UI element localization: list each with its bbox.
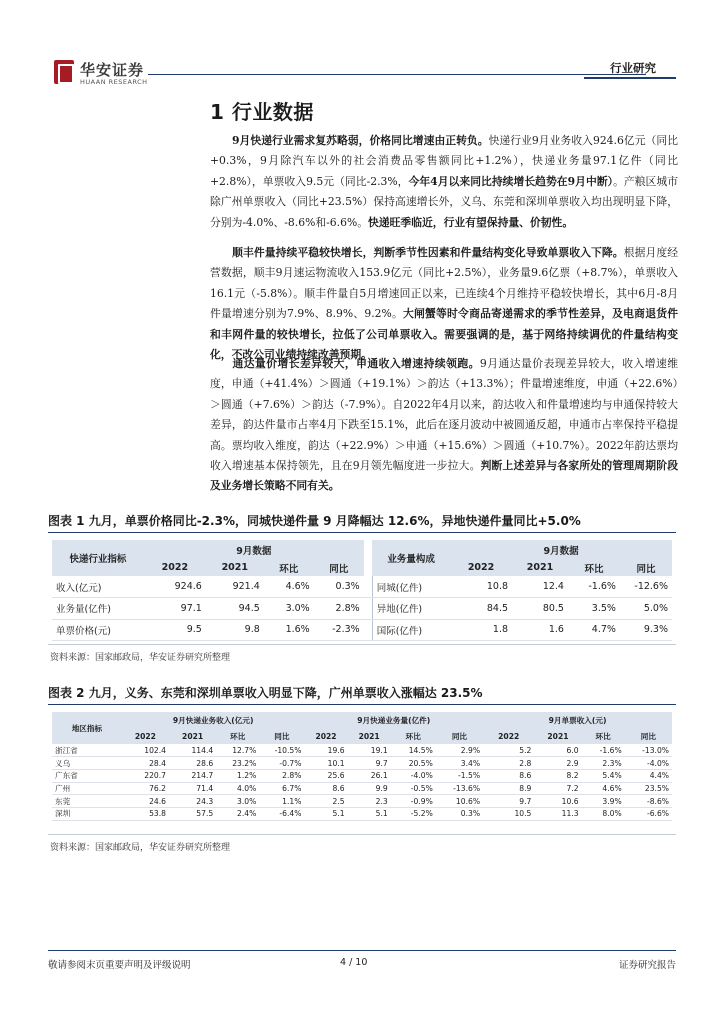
- cell: 921.4: [206, 576, 264, 598]
- cell: 57.5: [169, 807, 216, 820]
- cell: 1.6%: [264, 619, 314, 641]
- table-row: [52, 769, 672, 782]
- cell: 4.6%: [582, 782, 625, 795]
- cell: 2.9: [534, 757, 581, 770]
- cell: 28.4: [122, 757, 169, 770]
- cell: 2.8%: [259, 769, 304, 782]
- cell: 0.3%: [314, 576, 364, 598]
- header-divider: [148, 74, 646, 75]
- figure2-corner-header: 地区指标: [71, 723, 103, 733]
- cell: 9.9: [348, 782, 391, 795]
- cell: 6.7%: [259, 782, 304, 795]
- cell: 5.4%: [582, 769, 625, 782]
- cell: 2.9%: [436, 744, 483, 757]
- row-label: 单票价格(元): [52, 619, 144, 641]
- table-row: [52, 795, 672, 808]
- section-title: 1 行业数据: [210, 100, 314, 124]
- cell: 10.6: [534, 795, 581, 808]
- col-header: 2022: [161, 562, 189, 573]
- cell: 23.5%: [625, 782, 672, 795]
- figure2-source: 资料来源：国家邮政局，华安证券研究所整理: [50, 843, 231, 853]
- p3-highlight-1: 通达量价增长差异较大，申通收入增速持续领跑。: [232, 357, 480, 370]
- row-label: 同城(亿件): [372, 576, 450, 598]
- col-header: 2021: [182, 732, 204, 741]
- cell: 102.4: [122, 744, 169, 757]
- cell: 10.1: [304, 757, 347, 770]
- cell: 53.8: [122, 807, 169, 820]
- figure2-header-row: [52, 712, 672, 729]
- row-label: 国际(亿件): [372, 619, 450, 641]
- figure2-bottom-rule: [48, 834, 676, 835]
- cell: 2.3: [348, 795, 391, 808]
- cell: 8.6: [483, 769, 534, 782]
- cell: 84.5: [450, 598, 512, 620]
- cell: 2.5: [304, 795, 347, 808]
- cell: -1.6%: [582, 744, 625, 757]
- figure2-group-volume: 9月快递业务量(亿件): [357, 716, 431, 725]
- footer-disclaimer: 敬请参阅末页重要声明及评级说明: [48, 960, 191, 971]
- cell: 24.6: [122, 795, 169, 808]
- cell: -8.6%: [625, 795, 672, 808]
- cell: 220.7: [122, 769, 169, 782]
- cell: 12.4: [512, 576, 568, 598]
- cell: 3.0%: [216, 795, 259, 808]
- cell: 10.5: [483, 807, 534, 820]
- cell: 9.8: [206, 619, 264, 641]
- col-header: 环比: [405, 732, 421, 741]
- cell: 924.6: [144, 576, 206, 598]
- cell: 9.7: [483, 795, 534, 808]
- footer-divider: [48, 950, 676, 951]
- cell: 2.4%: [216, 807, 259, 820]
- table-row: [52, 598, 672, 620]
- cell: -13.0%: [625, 744, 672, 757]
- row-label: 广东省: [52, 769, 122, 782]
- cell: 3.9%: [582, 795, 625, 808]
- cell: 3.0%: [264, 598, 314, 620]
- cell: 5.1: [348, 807, 391, 820]
- cell: 23.2%: [216, 757, 259, 770]
- figure1-caption: 图表 1 九月，单票价格同比-2.3%，同城快递件量 9 月降幅达 12.6%，异地快递件量同比+5.0%: [48, 514, 581, 528]
- paragraph-sf-express: [210, 243, 678, 365]
- cell: 9.5: [144, 619, 206, 641]
- col-header: 同比: [636, 563, 656, 575]
- page-header: [48, 58, 676, 92]
- p3-highlight-2: 判断上述差异与各家所处的管理周期阶段及业务增长策略不同有关。: [210, 459, 679, 493]
- cell: 4.4%: [625, 769, 672, 782]
- figure2-group-unit-revenue: 9月单票收入(元): [548, 716, 607, 725]
- cell: 6.0: [534, 744, 581, 757]
- cell: 80.5: [512, 598, 568, 620]
- paragraph-industry-overview: [210, 131, 678, 233]
- report-category: 行业研究: [610, 61, 656, 75]
- cell: 2.8: [483, 757, 534, 770]
- cell: 8.0%: [582, 807, 625, 820]
- figure2-table: [52, 712, 672, 821]
- cell: 11.3: [534, 807, 581, 820]
- cell: 2.3%: [582, 757, 625, 770]
- col-header: 2022: [315, 732, 337, 741]
- logo-text-cn: 华安证券: [80, 61, 145, 79]
- cell: 4.0%: [216, 782, 259, 795]
- figure1-spacer: [364, 540, 373, 576]
- cell: -13.6%: [436, 782, 483, 795]
- cell: -12.6%: [620, 576, 672, 598]
- cell: -4.0%: [625, 757, 672, 770]
- figure2-caption-rule: [48, 704, 676, 705]
- figure1-left-header: 快递行业指标: [69, 554, 127, 565]
- p1-highlight-1: 9月快递行业需求复苏略弱，价格同比增速由正转负。: [232, 134, 489, 147]
- cell: 9.3%: [620, 619, 672, 641]
- col-header: 同比: [329, 563, 349, 575]
- cell: 25.6: [304, 769, 347, 782]
- cell: 4.6%: [264, 576, 314, 598]
- cell: 20.5%: [391, 757, 436, 770]
- cell: -6.4%: [259, 807, 304, 820]
- cell: 4.7%: [568, 619, 620, 641]
- spacer-cell: [364, 576, 373, 598]
- row-label: 深圳: [52, 807, 122, 820]
- cell: 76.2: [122, 782, 169, 795]
- header-tag-underline: [584, 77, 676, 79]
- figure2-caption: 图表 2 九月，义务、东莞和深圳单票收入明显下降，广州单票收入涨幅达 23.5%: [48, 686, 483, 700]
- col-header: 同比: [274, 732, 290, 741]
- cell: 5.0%: [620, 598, 672, 620]
- cell: 3.4%: [436, 757, 483, 770]
- paragraph-tongda: [210, 354, 678, 497]
- cell: 5.2: [483, 744, 534, 757]
- cell: -1.6%: [568, 576, 620, 598]
- col-header: 同比: [451, 732, 468, 741]
- figure1-bottom-rule: [48, 644, 676, 645]
- cell: -10.5%: [259, 744, 304, 757]
- row-label: 义乌: [52, 757, 122, 770]
- row-label: 异地(亿件): [372, 598, 450, 620]
- figure1-table: [52, 540, 672, 641]
- cell: 1.1%: [259, 795, 304, 808]
- cell: 10.8: [450, 576, 512, 598]
- p2-text-1: 根据月度经营数据，顺丰9月速运物流收入153.9亿元（同比+2.5%），业务量9.6亿票（+8.7%），单票收入16.1元（-5.8%）。顺丰件量自5月增速回正以来，已连续4个月维持平稳较快增长，其中6月-8月件量增速分别为7.9%、8.9%、9.2%。: [210, 246, 678, 321]
- table-row: [52, 782, 672, 795]
- p3-text-1: 9月通达量价表现差异较大，收入增速维度，申通（+41.4%）＞圆通（+19.1%）＞韵达（+13.3%）；件量增速维度，申通（+22.6%）＞圆通（+7.6%）＞韵达（-7.9%）。自2022年4月以来，韵达收入和件量增速均与申通保持较大差异，韵达件量市占率4月下跌至15.1%，此后在逐月波动中被圆通反超，申通市占率保持平稳提高。票均收入维度，韵达（+22.9%）＞申通（+15.6%）＞圆通（+10.7%）。2022年韵达票均收入增速基本保持领先，且在9月领先幅度进一步拉大。: [210, 357, 678, 473]
- cell: 94.5: [206, 598, 264, 620]
- figure1-right-header: 业务量构成: [387, 554, 435, 565]
- row-label: 收入(亿元): [52, 576, 144, 598]
- table-row: [52, 757, 672, 770]
- row-label: 业务量(亿件): [52, 598, 144, 620]
- cell: 10.6%: [436, 795, 483, 808]
- row-label: 浙江省: [52, 744, 122, 757]
- p1-highlight-3: 快递旺季临近，行业有望保持量、价韧性。: [368, 215, 574, 229]
- table-row: [52, 576, 672, 598]
- col-header: 环比: [230, 732, 246, 741]
- p2-highlight-1: 顺丰件量持续平稳较快增长，判断季节性因素和件量结构变化导致单票收入下降。: [232, 246, 624, 259]
- cell: 28.6: [169, 757, 216, 770]
- figure1-left-group: 9月数据: [236, 545, 272, 557]
- cell: -0.7%: [259, 757, 304, 770]
- cell: 8.9: [483, 782, 534, 795]
- cell: -1.5%: [436, 769, 483, 782]
- table-row: [52, 619, 672, 641]
- cell: 8.6: [304, 782, 347, 795]
- figure1-source: 资料来源：国家邮政局，华安证券研究所整理: [50, 653, 231, 663]
- cell: 71.4: [169, 782, 216, 795]
- figure1-header-row: [52, 540, 672, 559]
- table-row: [52, 807, 672, 820]
- cell: 26.1: [348, 769, 391, 782]
- p1-highlight-2: 今年4月以来同比持续增长趋势在9月中断）: [408, 174, 614, 188]
- cell: 7.2: [534, 782, 581, 795]
- logo-text-en: HUAAN RESEARCH: [80, 78, 148, 86]
- p1-text-2: 。产粮区城市除广州单票收入（同比+23.5%）保持高速增长外，义乌、东莞和深圳单票收入均出现明显下降，分别为-4.0%、-8.6%和-6.6%。: [210, 174, 679, 229]
- cell: 114.4: [169, 744, 216, 757]
- col-header: 环比: [584, 563, 604, 575]
- col-header: 2021: [221, 562, 249, 573]
- cell: -4.0%: [391, 769, 436, 782]
- col-header: 2022: [134, 732, 156, 741]
- figure2-group-revenue: 9月快递业务收入(亿元): [172, 716, 254, 725]
- cell: 1.2%: [216, 769, 259, 782]
- col-header: 2021: [547, 732, 569, 741]
- cell: -5.2%: [391, 807, 436, 820]
- cell: 0.3%: [436, 807, 483, 820]
- cell: 5.1: [304, 807, 347, 820]
- cell: -0.5%: [391, 782, 436, 795]
- cell: 3.5%: [568, 598, 620, 620]
- row-label: 东莞: [52, 795, 122, 808]
- cell: 2.8%: [314, 598, 364, 620]
- cell: 97.1: [144, 598, 206, 620]
- footer-report-type: 证券研究报告: [618, 960, 676, 971]
- cell: -6.6%: [625, 807, 672, 820]
- spacer-cell: [364, 598, 373, 620]
- figure1-caption-rule: [48, 532, 676, 533]
- page-number: 4 / 10: [340, 957, 368, 968]
- cell: 19.6: [304, 744, 347, 757]
- cell: 24.3: [169, 795, 216, 808]
- p1-text-1: 快递行业9月业务收入924.6亿元（同比+0.3%，9月除汽车以外的社会消费品零售额同比+1.2%），快递业务量97.1亿件（同比+2.8%），单票收入9.5元（同比-2.3%，: [210, 134, 678, 188]
- cell: 14.5%: [391, 744, 436, 757]
- figure2-subheader-row: [52, 729, 672, 744]
- figure2-body: [52, 744, 672, 820]
- cell: 9.7: [348, 757, 391, 770]
- figure1-subheader-row: [52, 559, 672, 576]
- cell: -0.9%: [391, 795, 436, 808]
- table-row: [52, 744, 672, 757]
- p2-highlight-2: 大闸蟹等时令商品寄递需求的季节性差异，及电商退货件和丰网件量的较快增长，拉低了公司单票收入。需要强调的是，基于网络持续调优的件量结构变化，不改公司业绩持续改善预期。: [210, 307, 679, 362]
- cell: 8.2: [534, 769, 581, 782]
- figure1-right-group: 9月数据: [543, 545, 579, 557]
- logo-mark-icon: [54, 60, 74, 84]
- cell: 1.8: [450, 619, 512, 641]
- cell: 19.1: [348, 744, 391, 757]
- col-header: 同比: [640, 732, 656, 741]
- cell: 12.7%: [216, 744, 259, 757]
- col-header: 环比: [279, 563, 299, 575]
- col-header: 2022: [498, 732, 520, 741]
- spacer-cell: [364, 619, 373, 641]
- col-header: 2021: [358, 732, 380, 741]
- cell: 1.6: [512, 619, 568, 641]
- row-label: 广州: [52, 782, 122, 795]
- col-header: 2022: [467, 562, 495, 573]
- cell: -2.3%: [314, 619, 364, 641]
- cell: 214.7: [169, 769, 216, 782]
- col-header: 2021: [526, 562, 554, 573]
- col-header: 环比: [595, 732, 611, 741]
